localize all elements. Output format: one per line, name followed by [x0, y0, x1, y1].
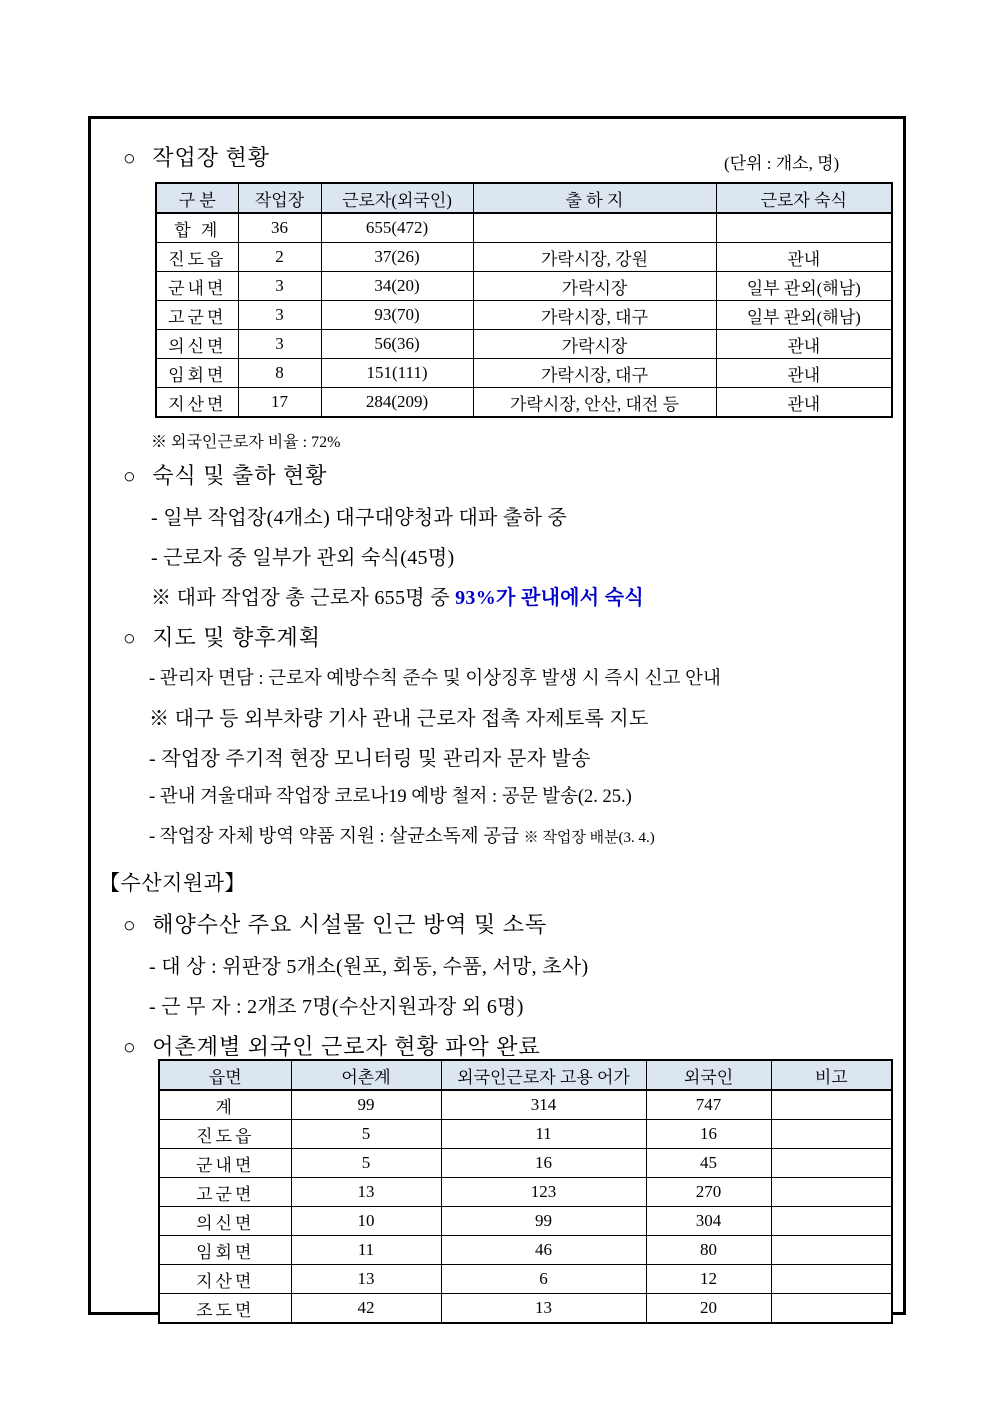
section2-item-1: - 일부 작업장(4개소) 대구대양청과 대파 출하 중: [151, 507, 568, 529]
table-cell: 관내: [716, 243, 892, 272]
unit-note: (단위 : 개소, 명): [724, 154, 840, 173]
table-cell: 가락시장: [473, 272, 716, 301]
section2-heading: 숙식 및 출하 현황: [152, 463, 328, 488]
table-cell: 지산면: [159, 1265, 291, 1294]
table-cell: [771, 1207, 892, 1236]
table-header-row: [159, 1060, 892, 1090]
table-cell: 가락시장: [473, 330, 716, 359]
table-cell: 123: [441, 1178, 646, 1207]
table-cell: 3: [238, 330, 321, 359]
table-cell: 고군면: [159, 1178, 291, 1207]
section5-heading-row: [123, 1030, 541, 1061]
table-cell: 747: [646, 1090, 771, 1120]
table-cell: 20: [646, 1294, 771, 1324]
table-cell: [771, 1090, 892, 1120]
table-cell: 314: [441, 1090, 646, 1120]
table-cell: 3: [238, 301, 321, 330]
table-cell: 임회면: [156, 359, 238, 388]
section3-item-5-tail: ※ 작업장 배분(3. 4.): [523, 830, 655, 846]
col-header-shipping: 출 하 지: [473, 183, 716, 213]
highlight-line-emphasis: 93%가 관내에서 숙식: [455, 587, 644, 609]
table-cell: 11: [291, 1236, 441, 1265]
table-cell: [771, 1294, 892, 1324]
col-header-division: 구 분: [156, 183, 238, 213]
workplace-table-header: [156, 183, 892, 213]
table-cell: 284(209): [321, 388, 473, 418]
table-cell: 151(111): [321, 359, 473, 388]
workplace-table-body: [156, 213, 892, 417]
table-cell: 46: [441, 1236, 646, 1265]
highlight-line-prefix: ※ 대파 작업장 총 근로자 655명 중: [151, 587, 456, 609]
table-cell: 16: [441, 1149, 646, 1178]
col-header-households: 외국인근로자 고용 어가: [441, 1060, 646, 1090]
table-cell: 42: [291, 1294, 441, 1324]
table-cell: 계: [159, 1090, 291, 1120]
table-row: [159, 1178, 892, 1207]
table-cell: 관내: [716, 388, 892, 418]
section3-item-1: - 관리자 면담 : 근로자 예방수칙 준수 및 이상징후 발생 시 즉시 신고 안내: [149, 669, 721, 689]
table-cell: 36: [238, 213, 321, 243]
table-cell: 가락시장, 안산, 대전 등: [473, 388, 716, 418]
table-cell: 37(26): [321, 243, 473, 272]
table-cell: 일부 관외(해남): [716, 301, 892, 330]
table-cell: 99: [441, 1207, 646, 1236]
table-row: [159, 1265, 892, 1294]
col-header-workers: 근로자(외국인): [321, 183, 473, 213]
table-cell: 99: [291, 1090, 441, 1120]
col-header-remarks: 비고: [771, 1060, 892, 1090]
section3-heading: 지도 및 향후계획: [152, 625, 321, 650]
section1-footnote: ※ 외국인근로자 비율 : 72%: [151, 434, 341, 451]
table-row: [156, 359, 892, 388]
section1-heading-row: [123, 141, 270, 172]
section3-item-4: - 관내 겨울대파 작업장 코로나19 예방 철저 : 공문 발송(2. 25.): [149, 787, 632, 807]
table-row: [159, 1120, 892, 1149]
section3-item-3: - 작업장 주기적 현장 모니터링 및 관리자 문자 발송: [149, 748, 591, 770]
table-cell: [716, 213, 892, 243]
bullet-icon: ○: [123, 913, 137, 937]
col-header-lodging: 근로자 숙식: [716, 183, 892, 213]
table-cell: [771, 1178, 892, 1207]
section2-highlight-line: [151, 581, 644, 610]
section3-item-5-main: - 작업장 자체 방역 약품 지원 : 살균소독제 공급: [149, 827, 524, 847]
col-header-town: 읍면: [159, 1060, 291, 1090]
table-cell: 12: [646, 1265, 771, 1294]
bullet-icon: ○: [123, 464, 137, 488]
table-cell: 관내: [716, 359, 892, 388]
table-cell: 13: [441, 1294, 646, 1324]
table-cell: 고군면: [156, 301, 238, 330]
document-page: [88, 116, 906, 1320]
table-cell: 5: [291, 1149, 441, 1178]
table-cell: 93(70): [321, 301, 473, 330]
table-row: [159, 1236, 892, 1265]
table-cell: 진도읍: [159, 1120, 291, 1149]
section2-item-2: - 근로자 중 일부가 관외 숙식(45명): [151, 547, 455, 569]
table-cell: 일부 관외(해남): [716, 272, 892, 301]
fishing-village-table: [158, 1059, 893, 1324]
col-header-workplace: 작업장: [238, 183, 321, 213]
table-header-row: [156, 183, 892, 213]
table-cell: 16: [646, 1120, 771, 1149]
table-cell: 34(20): [321, 272, 473, 301]
bullet-icon: ○: [123, 1035, 137, 1059]
table-cell: 관내: [716, 330, 892, 359]
table-cell: 655(472): [321, 213, 473, 243]
section2-heading-row: [123, 459, 327, 490]
fishing-table-body: [159, 1090, 892, 1323]
table-cell: 가락시장, 강원: [473, 243, 716, 272]
table-cell: 임회면: [159, 1236, 291, 1265]
workplace-status-table: [155, 182, 893, 418]
table-row: [156, 272, 892, 301]
table-row: [159, 1149, 892, 1178]
table-cell: 17: [238, 388, 321, 418]
section1-heading: 작업장 현황: [152, 145, 270, 170]
table-row: [156, 301, 892, 330]
table-cell: 진도읍: [156, 243, 238, 272]
table-row: [159, 1294, 892, 1324]
table-row: [156, 388, 892, 418]
table-cell: 의신면: [156, 330, 238, 359]
table-cell: 5: [291, 1120, 441, 1149]
table-cell: 10: [291, 1207, 441, 1236]
section3-item-2: ※ 대구 등 외부차량 기사 관내 근로자 접촉 자제토록 지도: [149, 708, 649, 730]
table-row: [156, 213, 892, 243]
table-cell: 13: [291, 1178, 441, 1207]
table-cell: [771, 1120, 892, 1149]
section5-heading: 어촌계별 외국인 근로자 현황 파악 완료: [152, 1034, 541, 1059]
table-cell: 8: [238, 359, 321, 388]
bullet-icon: ○: [123, 626, 137, 650]
section3-heading-row: [123, 621, 321, 652]
fishing-table-header: [159, 1060, 892, 1090]
section4-heading-row: [123, 908, 547, 939]
section4-heading: 해양수산 주요 시설물 인근 방역 및 소독: [152, 912, 548, 937]
section4-item-2: - 근 무 자 : 2개조 7명(수산지원과장 외 6명): [149, 996, 524, 1018]
table-cell: 56(36): [321, 330, 473, 359]
table-cell: 11: [441, 1120, 646, 1149]
table-cell: 의신면: [159, 1207, 291, 1236]
table-cell: 조도면: [159, 1294, 291, 1324]
table-row: [156, 330, 892, 359]
table-row: [156, 243, 892, 272]
table-cell: 지산면: [156, 388, 238, 418]
section4-item-1: - 대 상 : 위판장 5개소(원포, 회동, 수품, 서망, 초사): [149, 956, 589, 978]
table-cell: 가락시장, 대구: [473, 301, 716, 330]
table-cell: 군내면: [159, 1149, 291, 1178]
table-cell: 6: [441, 1265, 646, 1294]
table-cell: 군내면: [156, 272, 238, 301]
col-header-village: 어촌계: [291, 1060, 441, 1090]
table-cell: 45: [646, 1149, 771, 1178]
table-cell: 80: [646, 1236, 771, 1265]
bullet-icon: ○: [123, 146, 137, 170]
table-cell: [771, 1265, 892, 1294]
table-cell: 가락시장, 대구: [473, 359, 716, 388]
table-cell: 304: [646, 1207, 771, 1236]
table-cell: [473, 213, 716, 243]
table-cell: 2: [238, 243, 321, 272]
table-cell: 3: [238, 272, 321, 301]
table-cell: [771, 1149, 892, 1178]
table-row: [159, 1090, 892, 1120]
department-title: 【수산지원과】: [99, 871, 246, 895]
section3-item-5: [149, 822, 655, 848]
table-cell: 13: [291, 1265, 441, 1294]
table-row: [159, 1207, 892, 1236]
table-cell: 합 계: [156, 213, 238, 243]
table-cell: [771, 1236, 892, 1265]
table-cell: 270: [646, 1178, 771, 1207]
col-header-foreigners: 외국인: [646, 1060, 771, 1090]
